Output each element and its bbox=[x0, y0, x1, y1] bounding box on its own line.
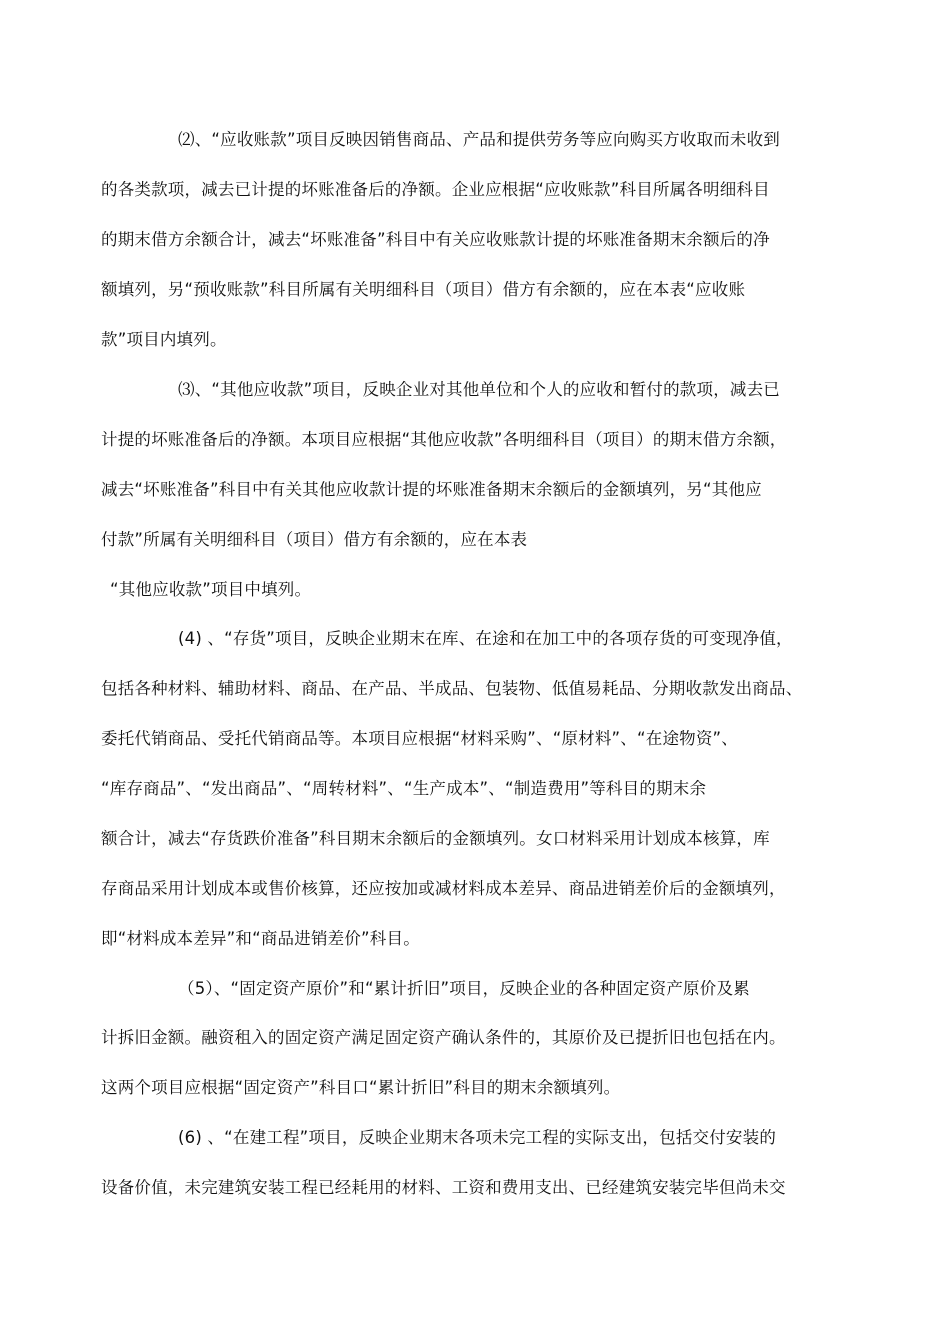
paragraph-4-line-4: “库存商品”、“发出商品”、“周转材料”、“生产成本”、“制造费用”等科目的期末余 bbox=[101, 779, 707, 798]
paragraph-4-line-7: 即“材料成本差异”和“商品进销差价”科目。 bbox=[101, 929, 420, 948]
paragraph-4-line-2: 包括各种材料、辅助材料、商品、在产品、半成品、包装物、低值易耗品、分期收款发出商品、 bbox=[101, 679, 803, 698]
paragraph-3-line-5: “其他应收款”项目中填列。 bbox=[110, 580, 312, 599]
paragraph-2-line-5: 款”项目内填列。 bbox=[101, 330, 227, 349]
paragraph-4-line-1: (4) 、“存货”项目，反映企业期末在库、在途和在加工中的各项存货的可变现净值， bbox=[178, 629, 793, 648]
paragraph-3-line-1: ⑶、“其他应收款”项目，反映企业对其他单位和个人的应收和暂付的款项，减去已 bbox=[178, 380, 780, 399]
paragraph-4-line-3: 委托代销商品、受托代销商品等。本项目应根据“材料采购”、“原材料”、“在途物资”、 bbox=[101, 729, 738, 748]
paragraph-6-line-1: (6) 、“在建工程”项目，反映企业期末各项未完工程的实际支出，包括交付安装的 bbox=[178, 1128, 777, 1147]
paragraph-6-line-2: 设备价值，未完建筑安装工程已经耗用的材料、工资和费用支出、已经建筑安装完毕但尚未交 bbox=[101, 1178, 786, 1197]
paragraph-3-line-4: 付款”所属有关明细科目（项目）借方有余额的，应在本表 bbox=[101, 530, 528, 549]
paragraph-5-line-3: 这两个项目应根据“固定资产”科目口“累计折旧”科目的期末余额填列。 bbox=[101, 1078, 621, 1097]
paragraph-5-line-1: （5）、“固定资产原价”和“累计折旧”项目，反映企业的各种固定资产原价及累 bbox=[178, 979, 750, 998]
paragraph-3-line-2: 计提的坏账准备后的净额。本项目应根据“其他应收款”各明细科目（项目）的期末借方余额， bbox=[101, 430, 787, 449]
paragraph-2-line-3: 的期末借方余额合计，减去“坏账准备”科目中有关应收账款计提的坏账准备期末余额后的净 bbox=[101, 230, 770, 249]
paragraph-2-line-1: ⑵、“应收账款”项目反映因销售商品、产品和提供劳务等应向购买方收取而未收到 bbox=[178, 130, 780, 149]
paragraph-2-line-4: 额填列，另“预收账款”科目所属有关明细科目（项目）借方有余额的，应在本表“应收账 bbox=[101, 280, 746, 299]
paragraph-5-line-2: 计拆旧金额。融资租入的固定资产满足固定资产确认条件的，其原价及已提折旧也包括在内。 bbox=[101, 1028, 786, 1047]
paragraph-3-line-3: 减去“坏账准备”科目中有关其他应收款计提的坏账准备期末余额后的金额填列，另“其他应 bbox=[101, 480, 762, 499]
paragraph-4-line-5: 额合计，减去“存货跌价准备”科目期末余额后的金额填列。女口材料采用计划成本核算，库 bbox=[101, 829, 770, 848]
paragraph-2-line-2: 的各类款项，减去已计提的坏账准备后的净额。企业应根据“应收账款”科目所属各明细科目 bbox=[101, 180, 770, 199]
paragraph-4-line-6: 存商品采用计划成本或售价核算，还应按加或减材料成本差异、商品进销差价后的金额填列， bbox=[101, 879, 786, 898]
